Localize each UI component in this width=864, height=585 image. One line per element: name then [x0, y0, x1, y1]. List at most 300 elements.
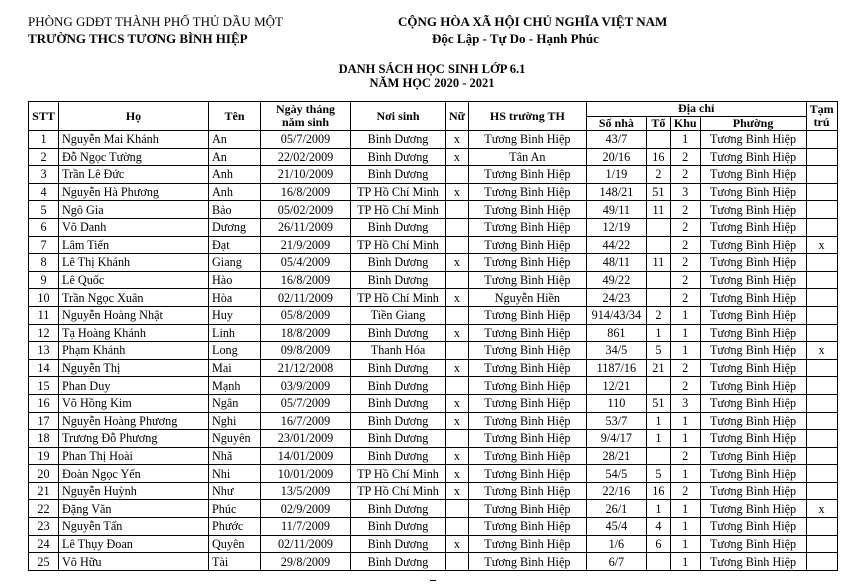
- cell-nu: x: [446, 394, 469, 412]
- cell-ngay-sinh: 09/8/2009: [261, 342, 351, 360]
- cell-khu: 2: [670, 377, 700, 395]
- cell-tam-tru: [806, 183, 837, 201]
- cell-nu: x: [446, 131, 469, 149]
- cell-ho: Võ Hữu: [59, 553, 209, 571]
- cell-to: [646, 131, 670, 149]
- cell-tam-tru: [806, 166, 837, 184]
- cell-stt: 3: [29, 166, 59, 184]
- table-row: [29, 271, 838, 289]
- cell-hs-truong-th: Tương Bình Hiệp: [468, 394, 586, 412]
- cell-ngay-sinh: 02/11/2009: [261, 535, 351, 553]
- table-row: [29, 394, 838, 412]
- cell-noi-sinh: Thanh Hóa: [351, 342, 446, 360]
- header-nu: Nữ: [446, 102, 469, 131]
- table-row: [29, 166, 838, 184]
- cell-stt: 1: [29, 131, 59, 149]
- cell-ho: Đỗ Ngọc Tường: [59, 148, 209, 166]
- cell-nu: x: [446, 254, 469, 272]
- cell-to: 4: [646, 518, 670, 536]
- cell-ngay-sinh: 26/11/2009: [261, 218, 351, 236]
- cell-ngay-sinh: 05/7/2009: [261, 394, 351, 412]
- cell-to: 1: [646, 412, 670, 430]
- cell-so-nha: 28/21: [586, 447, 646, 465]
- cell-noi-sinh: Tiền Giang: [351, 306, 446, 324]
- cell-tam-tru: [806, 518, 837, 536]
- cell-so-nha: 110: [586, 394, 646, 412]
- cell-ho: Nguyễn Hà Phương: [59, 183, 209, 201]
- cell-khu: 1: [670, 518, 700, 536]
- cell-noi-sinh: Bình Dương: [351, 553, 446, 571]
- table-row: [29, 553, 838, 571]
- cell-noi-sinh: TP Hồ Chí Minh: [351, 183, 446, 201]
- cell-noi-sinh: Bình Dương: [351, 218, 446, 236]
- cell-khu: 1: [670, 342, 700, 360]
- cell-noi-sinh: Bình Dương: [351, 518, 446, 536]
- cell-phuong: Tương Bình Hiệp: [700, 412, 806, 430]
- cell-ten: Giang: [209, 254, 261, 272]
- header-tam-tru: Tạm trú: [806, 102, 837, 131]
- cell-so-nha: 44/22: [586, 236, 646, 254]
- cell-tam-tru: x: [806, 236, 837, 254]
- cell-stt: 11: [29, 306, 59, 324]
- cell-tam-tru: [806, 377, 837, 395]
- cell-so-nha: 49/11: [586, 201, 646, 219]
- cell-ngay-sinh: 02/11/2009: [261, 289, 351, 307]
- cell-khu: 2: [670, 447, 700, 465]
- cell-tam-tru: x: [806, 342, 837, 360]
- cell-phuong: Tương Bình Hiệp: [700, 183, 806, 201]
- cell-stt: 13: [29, 342, 59, 360]
- cell-hs-truong-th: Tương Bình Hiệp: [468, 553, 586, 571]
- cell-khu: 1: [670, 500, 700, 518]
- cell-ten: Long: [209, 342, 261, 360]
- cell-to: [646, 218, 670, 236]
- cell-phuong: Tương Bình Hiệp: [700, 553, 806, 571]
- cell-ho: Nguyễn Hoàng Nhật: [59, 306, 209, 324]
- cell-tam-tru: [806, 201, 837, 219]
- cell-stt: 20: [29, 465, 59, 483]
- cell-ho: Phan Thị Hoài: [59, 447, 209, 465]
- cell-phuong: Tương Bình Hiệp: [700, 377, 806, 395]
- cell-ten: Nguyên: [209, 430, 261, 448]
- cell-so-nha: 1187/16: [586, 359, 646, 377]
- cell-to: 1: [646, 324, 670, 342]
- cell-ho: Nguyễn Thị: [59, 359, 209, 377]
- cell-ten: Tài: [209, 553, 261, 571]
- cell-stt: 23: [29, 518, 59, 536]
- cell-khu: 3: [670, 183, 700, 201]
- student-rows: [29, 131, 838, 571]
- cell-phuong: Tương Bình Hiệp: [700, 306, 806, 324]
- cell-khu: 2: [670, 218, 700, 236]
- table-row: [29, 535, 838, 553]
- cell-ten: Anh: [209, 183, 261, 201]
- cell-phuong: Tương Bình Hiệp: [700, 465, 806, 483]
- cell-so-nha: 12/19: [586, 218, 646, 236]
- cell-khu: 2: [670, 482, 700, 500]
- cell-ngay-sinh: 10/01/2009: [261, 465, 351, 483]
- cell-hs-truong-th: Tương Bình Hiệp: [468, 465, 586, 483]
- cell-khu: 1: [670, 430, 700, 448]
- cell-ten: Phúc: [209, 500, 261, 518]
- table-row: [29, 218, 838, 236]
- cell-nu: [446, 236, 469, 254]
- cell-to: 16: [646, 482, 670, 500]
- cell-ngay-sinh: 03/9/2009: [261, 377, 351, 395]
- cell-phuong: Tương Bình Hiệp: [700, 236, 806, 254]
- cell-nu: x: [446, 412, 469, 430]
- cell-ngay-sinh: 16/8/2009: [261, 183, 351, 201]
- cell-hs-truong-th: Tương Bình Hiệp: [468, 236, 586, 254]
- cell-tam-tru: [806, 447, 837, 465]
- cell-hs-truong-th: Tương Bình Hiệp: [468, 218, 586, 236]
- cell-ten: Anh: [209, 166, 261, 184]
- cell-to: [646, 553, 670, 571]
- cell-ho: Nguyễn Huỳnh: [59, 482, 209, 500]
- cell-noi-sinh: Bình Dương: [351, 430, 446, 448]
- cell-tam-tru: [806, 394, 837, 412]
- cell-khu: 2: [670, 271, 700, 289]
- cell-noi-sinh: Bình Dương: [351, 254, 446, 272]
- cell-phuong: Tương Bình Hiệp: [700, 218, 806, 236]
- table-row: [29, 518, 838, 536]
- cell-phuong: Tương Bình Hiệp: [700, 482, 806, 500]
- cell-phuong: Tương Bình Hiệp: [700, 131, 806, 149]
- cell-so-nha: 148/21: [586, 183, 646, 201]
- cell-hs-truong-th: Tương Bình Hiệp: [468, 342, 586, 360]
- cell-khu: 2: [670, 289, 700, 307]
- cell-noi-sinh: Bình Dương: [351, 131, 446, 149]
- cell-phuong: Tương Bình Hiệp: [700, 359, 806, 377]
- cell-ngay-sinh: 23/01/2009: [261, 430, 351, 448]
- cell-to: 2: [646, 166, 670, 184]
- cell-ngay-sinh: 29/8/2009: [261, 553, 351, 571]
- cell-noi-sinh: Bình Dương: [351, 412, 446, 430]
- table-row: [29, 430, 838, 448]
- cell-hs-truong-th: Tương Bình Hiệp: [468, 377, 586, 395]
- cell-nu: [446, 201, 469, 219]
- table-row: [29, 324, 838, 342]
- student-table: [28, 101, 838, 571]
- cell-ho: Trần Lê Đức: [59, 166, 209, 184]
- cell-khu: 3: [670, 394, 700, 412]
- cell-to: 51: [646, 394, 670, 412]
- table-row: [29, 306, 838, 324]
- cell-ngay-sinh: 05/02/2009: [261, 201, 351, 219]
- cell-khu: 1: [670, 465, 700, 483]
- cell-hs-truong-th: Tương Bình Hiệp: [468, 324, 586, 342]
- cell-noi-sinh: TP Hồ Chí Minh: [351, 289, 446, 307]
- cell-ngay-sinh: 05/4/2009: [261, 254, 351, 272]
- cell-ten: Ngân: [209, 394, 261, 412]
- cell-hs-truong-th: Tương Bình Hiệp: [468, 430, 586, 448]
- header-ho: Họ: [59, 102, 209, 131]
- cell-phuong: Tương Bình Hiệp: [700, 342, 806, 360]
- cell-to: 11: [646, 201, 670, 219]
- cell-khu: 2: [670, 148, 700, 166]
- cell-khu: 2: [670, 359, 700, 377]
- cell-ten: Hòa: [209, 289, 261, 307]
- cell-stt: 10: [29, 289, 59, 307]
- cell-tam-tru: [806, 254, 837, 272]
- cell-hs-truong-th: Tân An: [468, 148, 586, 166]
- cell-noi-sinh: Bình Dương: [351, 500, 446, 518]
- cell-tam-tru: [806, 482, 837, 500]
- cell-phuong: Tương Bình Hiệp: [700, 535, 806, 553]
- cell-so-nha: 54/5: [586, 465, 646, 483]
- cell-to: [646, 271, 670, 289]
- header-khu: Khu: [670, 116, 700, 131]
- cell-ho: Võ Hồng Kim: [59, 394, 209, 412]
- cell-to: 1: [646, 500, 670, 518]
- cell-so-nha: 1/6: [586, 535, 646, 553]
- cell-so-nha: 24/23: [586, 289, 646, 307]
- cell-ngay-sinh: 05/8/2009: [261, 306, 351, 324]
- cell-ngay-sinh: 21/12/2008: [261, 359, 351, 377]
- cell-hs-truong-th: Tương Bình Hiệp: [468, 447, 586, 465]
- cell-to: 5: [646, 465, 670, 483]
- cell-nu: [446, 377, 469, 395]
- cell-ho: Phạm Khánh: [59, 342, 209, 360]
- cell-to: 5: [646, 342, 670, 360]
- cell-nu: x: [446, 183, 469, 201]
- table-row: [29, 377, 838, 395]
- cell-to: 1: [646, 430, 670, 448]
- cell-tam-tru: [806, 465, 837, 483]
- cell-hs-truong-th: Tương Bình Hiệp: [468, 482, 586, 500]
- cell-so-nha: 22/16: [586, 482, 646, 500]
- cell-ho: Phan Duy: [59, 377, 209, 395]
- cell-ho: Nguyễn Hoàng Phương: [59, 412, 209, 430]
- header-hs-truong-th: HS trường TH: [468, 102, 586, 131]
- header-phuong: Phường: [700, 116, 806, 131]
- table-row: [29, 465, 838, 483]
- cell-noi-sinh: TP Hồ Chí Minh: [351, 201, 446, 219]
- cell-hs-truong-th: Tương Bình Hiệp: [468, 183, 586, 201]
- table-row: [29, 289, 838, 307]
- cell-nu: x: [446, 359, 469, 377]
- cell-nu: x: [446, 148, 469, 166]
- cell-ten: Mai: [209, 359, 261, 377]
- cell-ho: Lê Thị Khánh: [59, 254, 209, 272]
- cell-stt: 5: [29, 201, 59, 219]
- cell-so-nha: 48/11: [586, 254, 646, 272]
- cell-stt: 19: [29, 447, 59, 465]
- cell-stt: 12: [29, 324, 59, 342]
- cell-tam-tru: [806, 306, 837, 324]
- cell-tam-tru: [806, 359, 837, 377]
- cell-ngay-sinh: 05/7/2009: [261, 131, 351, 149]
- school-name: TRƯỜNG THCS TƯƠNG BÌNH HIỆP: [28, 31, 248, 46]
- cell-ho: Ngô Gia: [59, 201, 209, 219]
- cell-khu: 1: [670, 412, 700, 430]
- table-row: [29, 201, 838, 219]
- cell-ho: Trần Ngọc Xuân: [59, 289, 209, 307]
- header-stt: STT: [29, 102, 59, 131]
- cell-hs-truong-th: Tương Bình Hiệp: [468, 500, 586, 518]
- cell-ten: Linh: [209, 324, 261, 342]
- cell-hs-truong-th: Tương Bình Hiệp: [468, 535, 586, 553]
- cell-noi-sinh: Bình Dương: [351, 535, 446, 553]
- cell-so-nha: 20/16: [586, 148, 646, 166]
- cell-ngay-sinh: 02/9/2009: [261, 500, 351, 518]
- cell-hs-truong-th: Tương Bình Hiệp: [468, 201, 586, 219]
- cell-nu: [446, 306, 469, 324]
- table-row: [29, 342, 838, 360]
- nation-motto: Độc Lập - Tự Do - Hạnh Phúc: [432, 31, 599, 46]
- cell-khu: 1: [670, 535, 700, 553]
- cell-so-nha: 53/7: [586, 412, 646, 430]
- cell-nu: [446, 500, 469, 518]
- cell-to: [646, 447, 670, 465]
- cell-nu: x: [446, 482, 469, 500]
- cell-nu: [446, 553, 469, 571]
- cell-noi-sinh: Bình Dương: [351, 377, 446, 395]
- cell-nu: x: [446, 289, 469, 307]
- cell-nu: [446, 166, 469, 184]
- cell-tam-tru: x: [806, 500, 837, 518]
- cell-tam-tru: [806, 430, 837, 448]
- cell-so-nha: 914/43/34: [586, 306, 646, 324]
- cell-nu: [446, 342, 469, 360]
- cell-hs-truong-th: Tương Bình Hiệp: [468, 359, 586, 377]
- cell-stt: 6: [29, 218, 59, 236]
- nation-title: CỘNG HÒA XÃ HỘI CHỦ NGHĨA VIỆT NAM: [398, 14, 668, 29]
- table-row: [29, 236, 838, 254]
- cell-so-nha: 861: [586, 324, 646, 342]
- cell-nu: x: [446, 465, 469, 483]
- cell-ho: Tạ Hoàng Khánh: [59, 324, 209, 342]
- cell-hs-truong-th: Nguyễn Hiền: [468, 289, 586, 307]
- cell-khu: 2: [670, 236, 700, 254]
- cell-khu: 2: [670, 201, 700, 219]
- cell-nu: [446, 518, 469, 536]
- table-row: [29, 482, 838, 500]
- cell-ten: Nhã: [209, 447, 261, 465]
- cell-khu: 1: [670, 324, 700, 342]
- cell-stt: 9: [29, 271, 59, 289]
- cell-noi-sinh: Bình Dương: [351, 166, 446, 184]
- cell-ho: Lê Thụy Đoan: [59, 535, 209, 553]
- cell-noi-sinh: Bình Dương: [351, 324, 446, 342]
- table-row: [29, 412, 838, 430]
- cell-so-nha: 43/7: [586, 131, 646, 149]
- cell-khu: 2: [670, 166, 700, 184]
- cell-hs-truong-th: Tương Bình Hiệp: [468, 131, 586, 149]
- cell-stt: 18: [29, 430, 59, 448]
- cell-to: 11: [646, 254, 670, 272]
- cell-ten: Hào: [209, 271, 261, 289]
- cell-hs-truong-th: Tương Bình Hiệp: [468, 518, 586, 536]
- cell-so-nha: 1/19: [586, 166, 646, 184]
- cell-so-nha: 9/4/17: [586, 430, 646, 448]
- department-name: PHÒNG GDĐT THÀNH PHỐ THỦ DẦU MỘT: [28, 14, 283, 29]
- cell-nu: x: [446, 447, 469, 465]
- cell-tam-tru: [806, 131, 837, 149]
- cell-ten: Nhi: [209, 465, 261, 483]
- cell-stt: 16: [29, 394, 59, 412]
- cell-to: 16: [646, 148, 670, 166]
- cell-hs-truong-th: Tương Bình Hiệp: [468, 166, 586, 184]
- cell-to: 51: [646, 183, 670, 201]
- cell-phuong: Tương Bình Hiệp: [700, 430, 806, 448]
- cell-noi-sinh: TP Hồ Chí Minh: [351, 465, 446, 483]
- cell-nu: [446, 430, 469, 448]
- cell-ho: Đặng Văn: [59, 500, 209, 518]
- cell-phuong: Tương Bình Hiệp: [700, 166, 806, 184]
- cell-ten: An: [209, 148, 261, 166]
- cell-noi-sinh: Bình Dương: [351, 271, 446, 289]
- cell-phuong: Tương Bình Hiệp: [700, 500, 806, 518]
- cell-khu: 1: [670, 306, 700, 324]
- cell-tam-tru: [806, 218, 837, 236]
- cell-ngay-sinh: 21/10/2009: [261, 166, 351, 184]
- cell-ten: Đạt: [209, 236, 261, 254]
- cell-hs-truong-th: Tương Bình Hiệp: [468, 412, 586, 430]
- table-row: [29, 447, 838, 465]
- cell-ngay-sinh: 14/01/2009: [261, 447, 351, 465]
- cell-hs-truong-th: Tương Bình Hiệp: [468, 306, 586, 324]
- header-noi-sinh: Nơi sinh: [351, 102, 446, 131]
- cell-phuong: Tương Bình Hiệp: [700, 254, 806, 272]
- cell-to: 2: [646, 306, 670, 324]
- cell-tam-tru: [806, 271, 837, 289]
- cell-khu: 1: [670, 131, 700, 149]
- cell-stt: 4: [29, 183, 59, 201]
- cell-phuong: Tương Bình Hiệp: [700, 148, 806, 166]
- cell-phuong: Tương Bình Hiệp: [700, 271, 806, 289]
- cell-so-nha: 26/1: [586, 500, 646, 518]
- cell-ngay-sinh: 11/7/2009: [261, 518, 351, 536]
- header-ngay-sinh: Ngày tháng năm sinh: [261, 102, 351, 131]
- cell-ho: Lâm Tiến: [59, 236, 209, 254]
- table-row: [29, 500, 838, 518]
- cell-tam-tru: [806, 535, 837, 553]
- cell-phuong: Tương Bình Hiệp: [700, 201, 806, 219]
- cell-to: 6: [646, 535, 670, 553]
- cell-tam-tru: [806, 148, 837, 166]
- cell-tam-tru: [806, 412, 837, 430]
- cell-to: [646, 289, 670, 307]
- cell-noi-sinh: TP Hồ Chí Minh: [351, 482, 446, 500]
- cell-ten: An: [209, 131, 261, 149]
- cell-ngay-sinh: 18/8/2009: [261, 324, 351, 342]
- cell-stt: 21: [29, 482, 59, 500]
- cell-hs-truong-th: Tương Bình Hiệp: [468, 271, 586, 289]
- table-row: [29, 254, 838, 272]
- table-row: [29, 183, 838, 201]
- cell-ho: Võ Danh: [59, 218, 209, 236]
- header-dia-chi: Địa chỉ: [586, 102, 806, 117]
- cell-so-nha: 6/7: [586, 553, 646, 571]
- cell-ho: Lê Quốc: [59, 271, 209, 289]
- cell-noi-sinh: TP Hồ Chí Minh: [351, 236, 446, 254]
- table-row: [29, 131, 838, 149]
- cell-khu: 2: [670, 254, 700, 272]
- cell-to: [646, 377, 670, 395]
- school-year: NĂM HỌC 2020 - 2021: [369, 76, 495, 90]
- cell-stt: 25: [29, 553, 59, 571]
- cell-phuong: Tương Bình Hiệp: [700, 394, 806, 412]
- cell-to: [646, 236, 670, 254]
- cell-ten: Huy: [209, 306, 261, 324]
- cell-stt: 8: [29, 254, 59, 272]
- cell-ngay-sinh: 16/8/2009: [261, 271, 351, 289]
- cell-so-nha: 12/21: [586, 377, 646, 395]
- cell-ten: Nghi: [209, 412, 261, 430]
- cell-nu: [446, 271, 469, 289]
- cell-nu: [446, 218, 469, 236]
